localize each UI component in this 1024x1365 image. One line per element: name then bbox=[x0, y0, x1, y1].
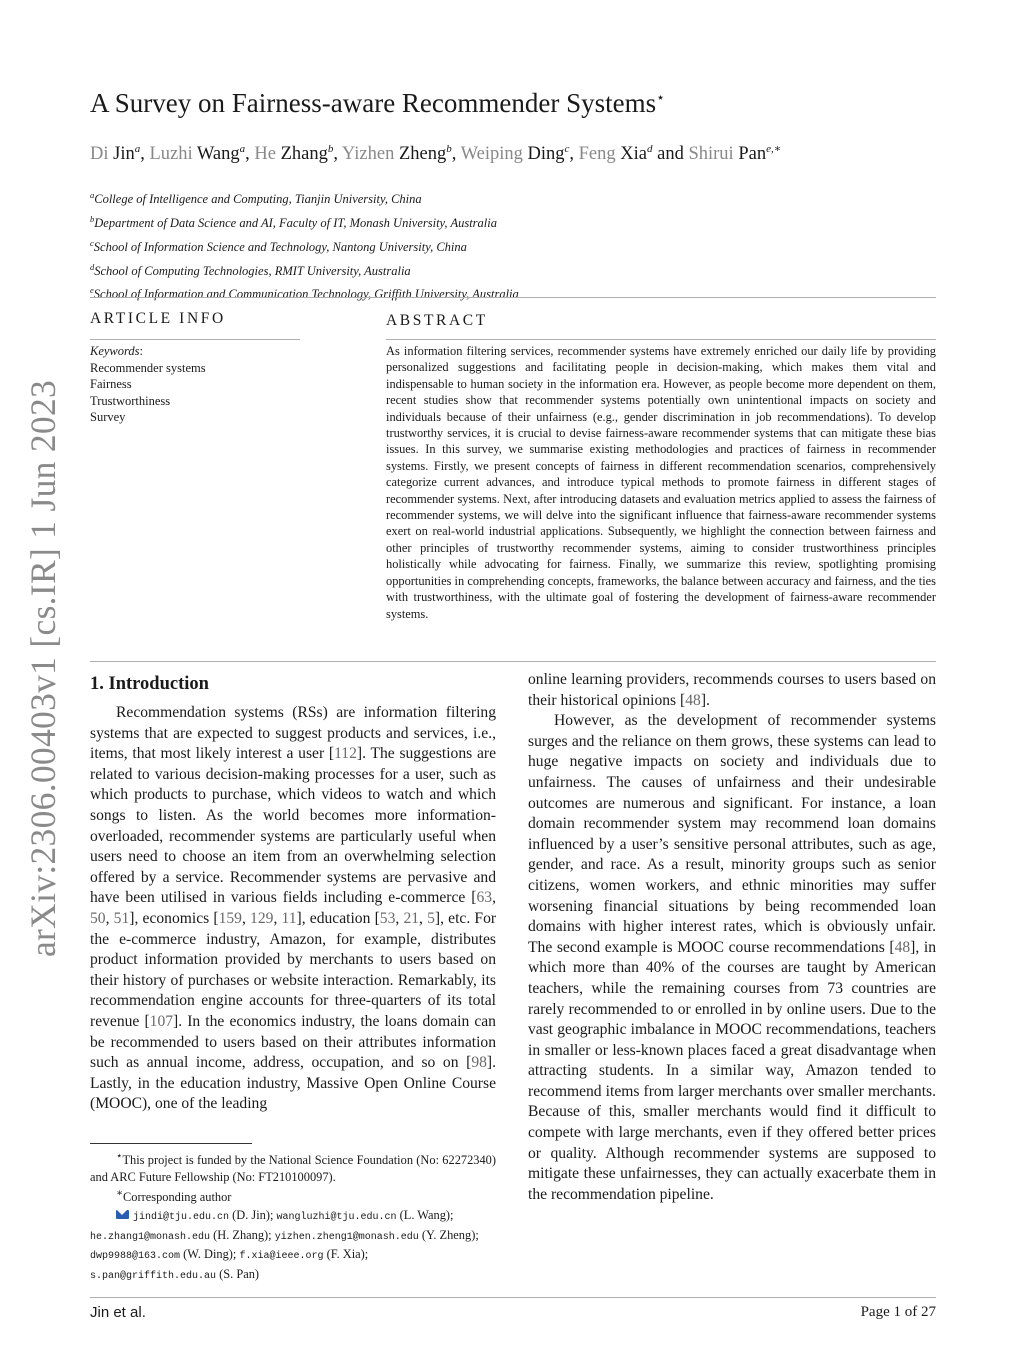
text-run: ]. In the economics industry, the loans domain can be recommended to users based on their attributes information such as annual income, address, occupation, and so on [ bbox=[90, 1012, 496, 1072]
paper-title bbox=[90, 88, 665, 119]
text-run: ], etc. For the e-commerce industry, Amazon, for example, distributes product information provided by merchants to users based on their history of purchases or website interaction. Remarkably, its recommendation engine accounts for three-quarters of its total revenue [ bbox=[90, 909, 497, 1030]
citation-link: 21 bbox=[403, 909, 420, 927]
citation-link: 48 bbox=[894, 938, 911, 956]
citation-link: 50 bbox=[90, 909, 106, 927]
citation-link: 63 bbox=[476, 889, 493, 907]
author-first-name: Di bbox=[90, 144, 109, 165]
author bbox=[461, 144, 574, 164]
footnote-divider bbox=[90, 1143, 252, 1144]
right-column bbox=[528, 670, 936, 1205]
author-affil-mark: b bbox=[327, 143, 334, 155]
citation-link: 129 bbox=[250, 909, 274, 927]
footer-divider bbox=[90, 1297, 936, 1298]
article-info-heading: ARTICLE INFO bbox=[90, 310, 226, 327]
introduction-heading: 1. Introduction bbox=[90, 674, 209, 694]
citation-link: 98 bbox=[471, 1054, 487, 1072]
footnotes bbox=[90, 1149, 496, 1285]
author bbox=[579, 144, 684, 164]
text-run: , bbox=[395, 909, 404, 927]
text-run: ]. bbox=[700, 691, 710, 709]
author-first-name: Luzhi bbox=[149, 144, 193, 165]
intro-paragraph-1-continued bbox=[528, 670, 936, 711]
author bbox=[342, 144, 456, 164]
author-last-name: Wang bbox=[196, 144, 240, 165]
affiliation-mark: e bbox=[90, 285, 94, 296]
citation-link: 53 bbox=[379, 909, 396, 927]
affiliation bbox=[90, 186, 519, 210]
text-run: However, as the development of recommender systems surges and the reliance on them grows, these systems can lead to huge negative impacts on society and individuals due to unfairness. The causes of unfairness and their undesirable outcomes are numerous and significant. For instance, a loan domain recommender system may recommend loan domains influenced by a user’s sensitive personal attributes, such as age, gender, and race. As a result, minority groups such as senior citizens, women workers, and ethnic minorities may suffer worsening financial situations by being recommended loan domains with higher interest rates, which is obviously unfair. The second example is MOOC course recommendations [ bbox=[528, 712, 936, 956]
affiliation bbox=[90, 258, 519, 282]
author-first-name: Yizhen bbox=[341, 144, 395, 165]
arxiv-identifier: arXiv:2306.00403v1 [cs.IR] 1 Jun 2023 bbox=[23, 379, 63, 957]
affiliation bbox=[90, 281, 519, 305]
author-first-name: Weiping bbox=[460, 144, 523, 165]
email-owner: (S. Pan) bbox=[216, 1266, 260, 1281]
author-affil-mark: d bbox=[646, 143, 653, 155]
author-affil-mark: a bbox=[134, 143, 141, 155]
citation-link: 5 bbox=[427, 909, 435, 927]
email-address: s.pan@griffith.edu.au bbox=[90, 1270, 217, 1282]
keyword: Fairness bbox=[90, 377, 132, 391]
affiliation-mark: b bbox=[90, 213, 95, 224]
intro-paragraph-2 bbox=[528, 711, 936, 1205]
abstract-text: As information filtering services, recommender systems have extremely enriched our daily life by providing personalized suggestions and facilitating people in decision-making, which makes them vital and indispensable to human society in the information era. However, as people become more dependent on them, recent studies show that recommender systems potentially own unintentional impacts on society and individuals because of their unfairness (e.g., gender discrimination in job recommendations). To develop trustworthy services, it is crucial to devise fairness-aware recommender systems that can mitigate these bias issues. In this survey, we summarise existing methodologies and practices of fairness in recommender systems. Firstly, we present concepts of fairness in different recommendation scenarios, comprehensively categorize current advances, and introduce typical methods to promote fairness in different stages of recommender systems. Next, after introducing datasets and evaluation metrics applied to assess the fairness of recommender systems, we will delve into the significant influence that fairness-aware recommender systems exert on real-world industrial applications. Subsequently, we highlight the connection between fairness and other principles of trustworthy recommender systems, aiming to consider trustworthiness principles holistically while advocating for fairness. Finally, we summarize this review, spotlighting promising opportunities in comprehending concepts, frameworks, the balance between accuracy and fairness, and the ties with trustworthiness, with the ultimate goal of fostering the development of fairness-aware recommender systems. bbox=[386, 344, 936, 621]
text-run: Recommendation systems (RSs) are information filtering systems that are expected to suggest products and services, i.e., items, that most likely interest a user [ bbox=[90, 704, 496, 763]
email-owner: (H. Zhang); bbox=[210, 1227, 275, 1242]
keyword: Trustworthiness bbox=[90, 393, 171, 408]
citation-link: 159 bbox=[218, 909, 242, 927]
funding-mark: ⋆ bbox=[116, 1151, 123, 1162]
intro-paragraph-1 bbox=[90, 703, 496, 1115]
email-address: wangluzhi@tju.edu.cn bbox=[276, 1212, 397, 1224]
affiliation-text: College of Intelligence and Computing, Tianjin University, China bbox=[94, 192, 422, 207]
author-affil-mark: c bbox=[564, 143, 570, 155]
title-footnote-mark: ⋆ bbox=[656, 91, 665, 106]
citation-link: 11 bbox=[281, 909, 297, 927]
keywords-colon: : bbox=[139, 344, 144, 358]
text-run: ], education [ bbox=[296, 909, 380, 927]
affiliation bbox=[90, 234, 519, 258]
keyword: Survey bbox=[90, 410, 126, 424]
keywords-list bbox=[90, 360, 206, 426]
envelope-icon bbox=[116, 1210, 129, 1219]
author-affil-mark: b bbox=[446, 143, 452, 155]
author bbox=[90, 144, 145, 164]
author-last-name: Zhang bbox=[280, 144, 328, 165]
text-run: , bbox=[273, 909, 282, 927]
affiliation-mark: d bbox=[90, 261, 95, 272]
email-owner: (W. Ding); bbox=[180, 1247, 240, 1262]
citation-link: 112 bbox=[334, 745, 357, 763]
author-first-name: Feng bbox=[578, 144, 616, 165]
affiliation bbox=[90, 210, 519, 234]
affiliation-text: School of Information Science and Technology, Nantong University, China bbox=[93, 239, 467, 254]
text-run: ], economics [ bbox=[129, 909, 219, 927]
text-run: , bbox=[419, 909, 428, 927]
corresponding-text: Corresponding author bbox=[123, 1190, 232, 1205]
email-address: dwp9988@163.com bbox=[90, 1251, 181, 1263]
author-last-name: Ding bbox=[527, 144, 565, 165]
email-address: yizhen.zheng1@monash.edu bbox=[274, 1231, 419, 1243]
text-run: online learning providers, recommends courses to users based on their historical opinions [ bbox=[528, 671, 936, 709]
affiliation-list bbox=[90, 186, 519, 305]
author-first-name: Shirui bbox=[688, 144, 734, 165]
title-text: A Survey on Fairness-aware Recommender Systems bbox=[90, 88, 657, 118]
author-last-name: Xia bbox=[620, 144, 647, 165]
email-footnote bbox=[90, 1207, 496, 1285]
abstract-heading: ABSTRACT bbox=[386, 312, 488, 329]
keywords-block bbox=[90, 343, 206, 426]
author-separator: , bbox=[569, 144, 575, 165]
affiliation-text: School of Information and Communication Technology, Griffith University, Australia bbox=[93, 287, 519, 302]
text-run: ]. Lastly, in the education industry, Massive Open Online Course (MOOC), one of the leading bbox=[90, 1054, 496, 1113]
affiliation-text: School of Computing Technologies, RMIT University, Australia bbox=[94, 263, 411, 278]
keywords-label-line bbox=[90, 343, 206, 360]
left-column bbox=[90, 703, 496, 1115]
text-run: ], in which more than 40% of the courses are taught by American teachers, while the remaining courses from 73 countries are rarely recommended to or enrolled in by online users. Due to the vast geographic imbalance in MOOC recommendations, teachers in smaller or less-known places faced a great disadvantage when attracting students. In a similar way, Amazon tended to recommend items from larger merchants over smaller merchants. Because of this, smaller merchants would find it difficult to compete with large merchants, even if they offered better prices or quality. Although recommender systems are supposed to mitigate these unfairnesses, they can actually exacerbate them in the recommendation pipeline. bbox=[528, 938, 937, 1203]
email-owner: (L. Wang); bbox=[396, 1208, 454, 1223]
author bbox=[254, 144, 338, 164]
email-address: f.xia@ieee.org bbox=[239, 1251, 324, 1263]
citation-link: 48 bbox=[685, 691, 701, 709]
author-separator: , bbox=[333, 144, 338, 165]
author bbox=[149, 144, 249, 164]
keywords-label: Keywords bbox=[90, 344, 140, 358]
citation-link: 107 bbox=[149, 1012, 174, 1030]
author-separator: and bbox=[652, 144, 684, 165]
author-separator: , bbox=[245, 144, 250, 165]
author-affil-mark: e,∗ bbox=[766, 143, 782, 155]
footer-running-head: Jin et al. bbox=[90, 1304, 146, 1321]
author-last-name: Pan bbox=[738, 144, 767, 165]
author-last-name: Zheng bbox=[398, 144, 447, 165]
email-address: jindi@tju.edu.cn bbox=[133, 1212, 230, 1224]
affiliation-mark: a bbox=[90, 190, 95, 200]
author bbox=[688, 144, 781, 164]
email-owner: (Y. Zheng); bbox=[418, 1227, 479, 1242]
affiliation-text: Department of Data Science and AI, Faculty of IT, Monash University, Australia bbox=[94, 216, 497, 231]
footer-page-number: Page 1 of 27 bbox=[860, 1304, 936, 1320]
email-owner: (D. Jin); bbox=[229, 1208, 277, 1223]
author-separator: , bbox=[140, 144, 145, 165]
funding-footnote bbox=[90, 1149, 496, 1185]
author-list bbox=[90, 142, 781, 165]
citation-link: 51 bbox=[113, 909, 130, 927]
abstract-bottom-divider bbox=[90, 661, 936, 662]
corresponding-mark: ∗ bbox=[116, 1188, 124, 1200]
keyword: Recommender systems bbox=[90, 360, 206, 375]
article-info-divider bbox=[90, 339, 300, 340]
text-run: , bbox=[105, 909, 114, 927]
text-run: , bbox=[492, 889, 496, 907]
abstract-divider bbox=[386, 339, 936, 340]
funding-text: This project is funded by the National Science Foundation (No: 62272340) and ARC Future Fellowship (No: FT210100097). bbox=[90, 1153, 496, 1184]
text-run: , bbox=[241, 909, 251, 927]
email-address: he.zhang1@monash.edu bbox=[90, 1231, 211, 1243]
header-divider bbox=[90, 297, 936, 298]
author-affil-mark: a bbox=[239, 143, 246, 155]
author-last-name: Jin bbox=[113, 144, 135, 165]
corresponding-footnote bbox=[90, 1186, 496, 1206]
author-first-name: He bbox=[254, 144, 276, 165]
text-run: ]. The suggestions are related to various decision-making processes for a user, such as which products to purchase, which videos to watch and which songs to listen. As the world becomes more information-overloaded, recommender systems are particularly useful when users need to choose an item from an overwhelming selection offered by a service. Recommender systems are pervasive and have been utilised in various fields including e-commerce [ bbox=[90, 745, 496, 907]
affiliation-mark: c bbox=[90, 237, 94, 248]
author-separator: , bbox=[451, 144, 457, 165]
email-owner: (F. Xia); bbox=[323, 1247, 369, 1262]
